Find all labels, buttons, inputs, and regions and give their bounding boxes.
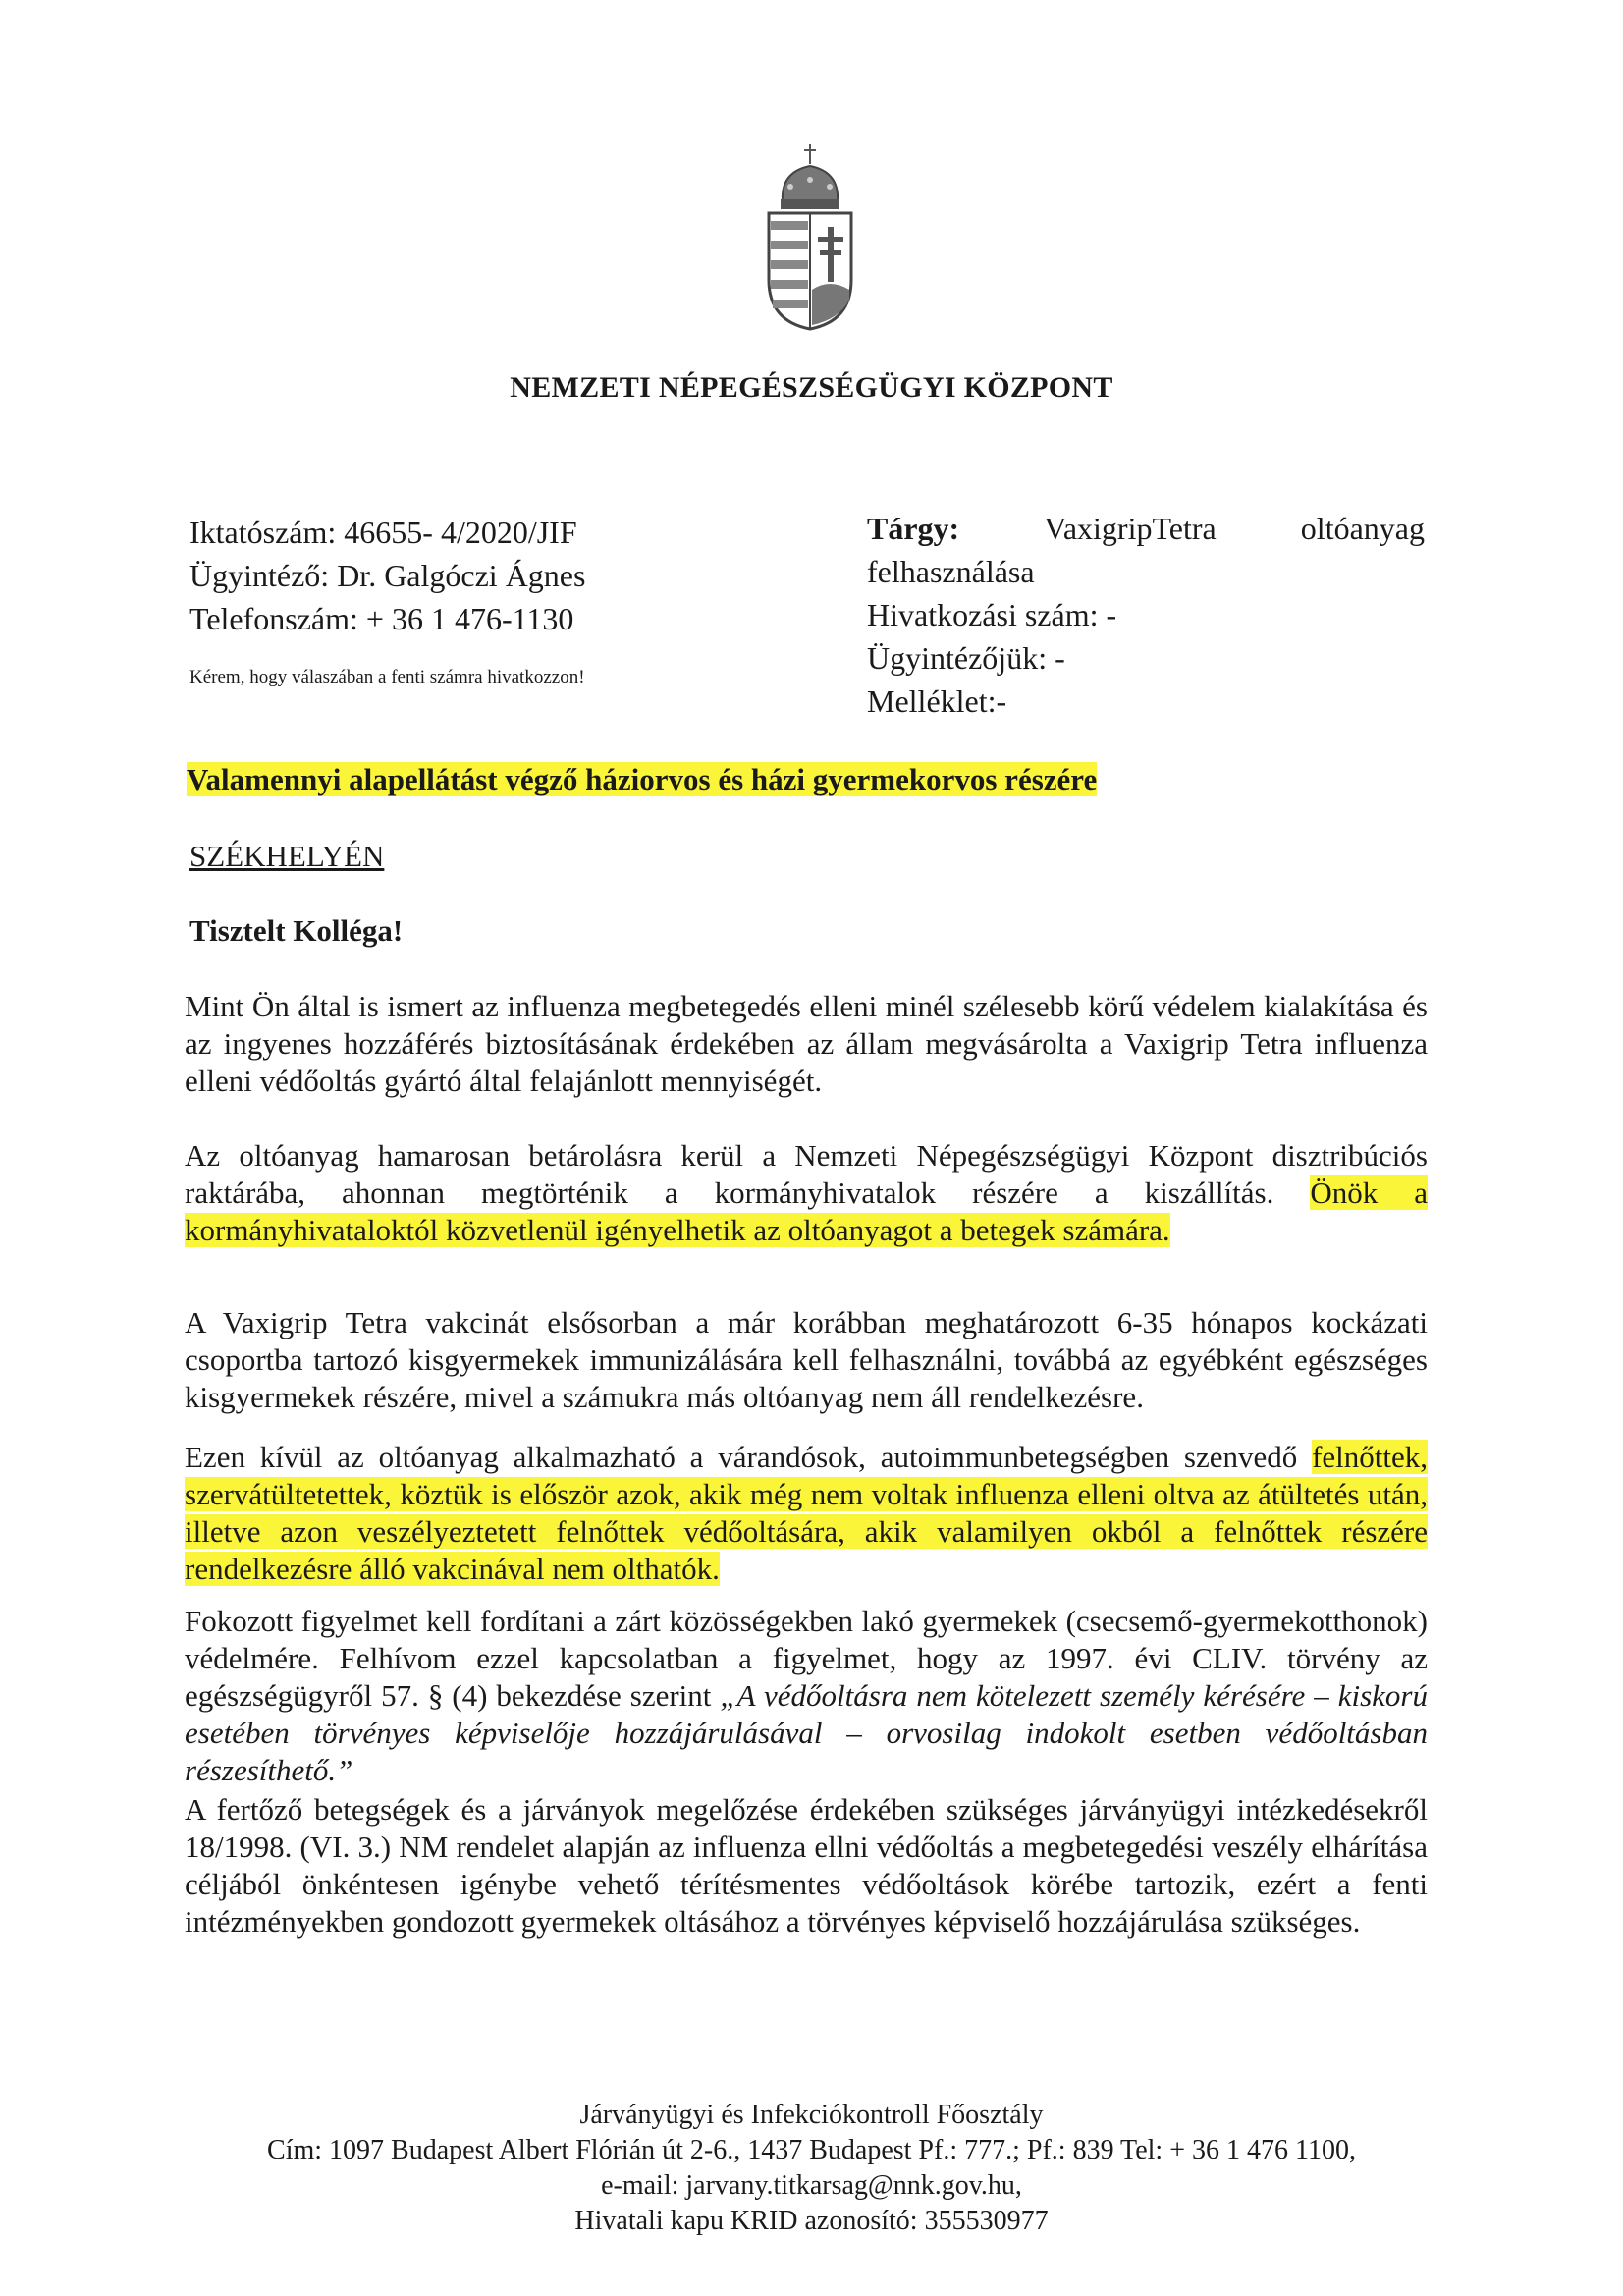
- their-officer: Ügyintézőjük: -: [867, 640, 1065, 676]
- footer: [0, 2098, 1623, 2239]
- subject-block: [867, 507, 1425, 723]
- organization-name: NEMZETI NÉPEGÉSZSÉGÜGYI KÖZPONT: [510, 371, 1113, 404]
- case-officer: Ügyintéző: Dr. Galgóczi Ágnes: [189, 558, 586, 593]
- reference-number: Iktatószám: 46655- 4/2020/JIF: [189, 515, 577, 550]
- footer-email: e-mail: jarvany.titkarsag@nnk.gov.hu,: [601, 2170, 1022, 2201]
- hungarian-coat-of-arms-icon: [761, 142, 859, 334]
- greeting: Tisztelt Kolléga!: [189, 913, 404, 948]
- paragraph-2: [185, 1137, 1428, 1249]
- paragraph-3: A Vaxigrip Tetra vakcinát elsősorban a már korábban meghatározott 6-35 hónapos kockázati csoportba tartozó kisgyermekek immunizálására kell felhasználni, továbbá az egyébként egészséges kisgyermekek részére, mivel a számukra más oltóanyag nem áll rendelkezésre.: [185, 1305, 1428, 1414]
- reference-block: [189, 511, 585, 689]
- recipient: [187, 762, 1097, 797]
- paragraph-5-quote: „A védőoltásra nem kötelezett személy kérésére – kiskorú esetében törvényes képviselője hozzájárulásával – orvosilag indokolt esetben védőoltásban részesíthető.”: [185, 1678, 1428, 1787]
- footer-address: Cím: 1097 Budapest Albert Flórián út 2-6., 1437 Budapest Pf.: 777.; Pf.: 839 Tel: + 36 1 476 1100,: [267, 2135, 1356, 2165]
- phone-number: Telefonszám: + 36 1 476-1130: [189, 601, 574, 636]
- paragraph-5-text: Fokozott figyelmet kell fordítani a zárt közösségekben lakó gyermekek (csecsemő-gyermekotthonok) védelmére. Felhívom ezzel kapcsolatban a figyelmet, hogy az 1997. évi CLIV. törvény az egészségügyről 57. § (4) bekezdése szerint: [185, 1604, 1428, 1713]
- seat-label: SZÉKHELYÉN: [189, 839, 385, 873]
- subject-line-2: felhasználása: [867, 554, 1035, 589]
- footer-department: Járványügyi és Infekciókontroll Főosztály: [579, 2100, 1044, 2130]
- paragraph-1: Mint Ön által is ismert az influenza megbetegedés elleni minél szélesebb körű védelem kialakítása és az ingyenes hozzáférés biztosításának érdekében az állam megvásárolta a Vaxigrip Tetra influenza elleni védőoltás gyártó által felajánlott mennyiségét.: [185, 989, 1428, 1098]
- subject-word-2: oltóanyag: [1300, 511, 1425, 546]
- paragraph-2-text: Az oltóanyag hamarosan betárolásra kerül a Nemzeti Népegészségügyi Központ disztribúciós raktárába, ahonnan megtörténik a kormányhivatalok részére a kiszállítás.: [185, 1138, 1428, 1210]
- paragraph-6: A fertőző betegségek és a járványok megelőzése érdekében szükséges járványügyi intézkedésekről 18/1998. (VI. 3.) NM rendelet alapján az influenza ellni védőoltás a megbetegedési veszély elhárítása céljából önkéntesen igénybe vehető térítésmentes védőoltások körébe tartozik, ezért a fenti intézményekben gondozott gyermekek oltásához a törvényes képviselő hozzájárulása szükséges.: [185, 1792, 1428, 1939]
- paragraph-2-highlight: Önök a kormányhivataloktól közvetlenül igényelhetik az oltóanyagot a betegek számára.: [185, 1175, 1428, 1247]
- subject-line: [867, 507, 1425, 550]
- paragraph-4: [185, 1439, 1428, 1588]
- reference-cited: Hivatkozási szám: -: [867, 597, 1117, 632]
- reply-note: Kérem, hogy válaszában a fenti számra hivatkozzon!: [189, 667, 585, 687]
- paragraph-4-highlight: felnőttek, szervátültetettek, köztük is először azok, akik még nem voltak influenza elleni oltva az átültetés után, illetve azon veszélyeztetett felnőttek védőoltására, akik valamilyen okból a felnőttek részére rendelkezésre álló vakcinával nem olthatók.: [185, 1440, 1428, 1586]
- paragraph-4-text: Ezen kívül az oltóanyag alkalmazható a várandósok, autoimmunbetegségben szenvedő: [185, 1440, 1313, 1474]
- subject-word-1: VaxigripTetra: [1044, 511, 1217, 546]
- attachment: Melléklet:-: [867, 683, 1007, 719]
- recipient-text: Valamennyi alapellátást végző háziorvos és házi gyermekorvos részére: [187, 762, 1098, 796]
- subject-label: Tárgy:: [867, 511, 960, 546]
- paragraph-5: [185, 1603, 1428, 1789]
- footer-krid: Hivatali kapu KRID azonosító: 355530977: [574, 2206, 1049, 2236]
